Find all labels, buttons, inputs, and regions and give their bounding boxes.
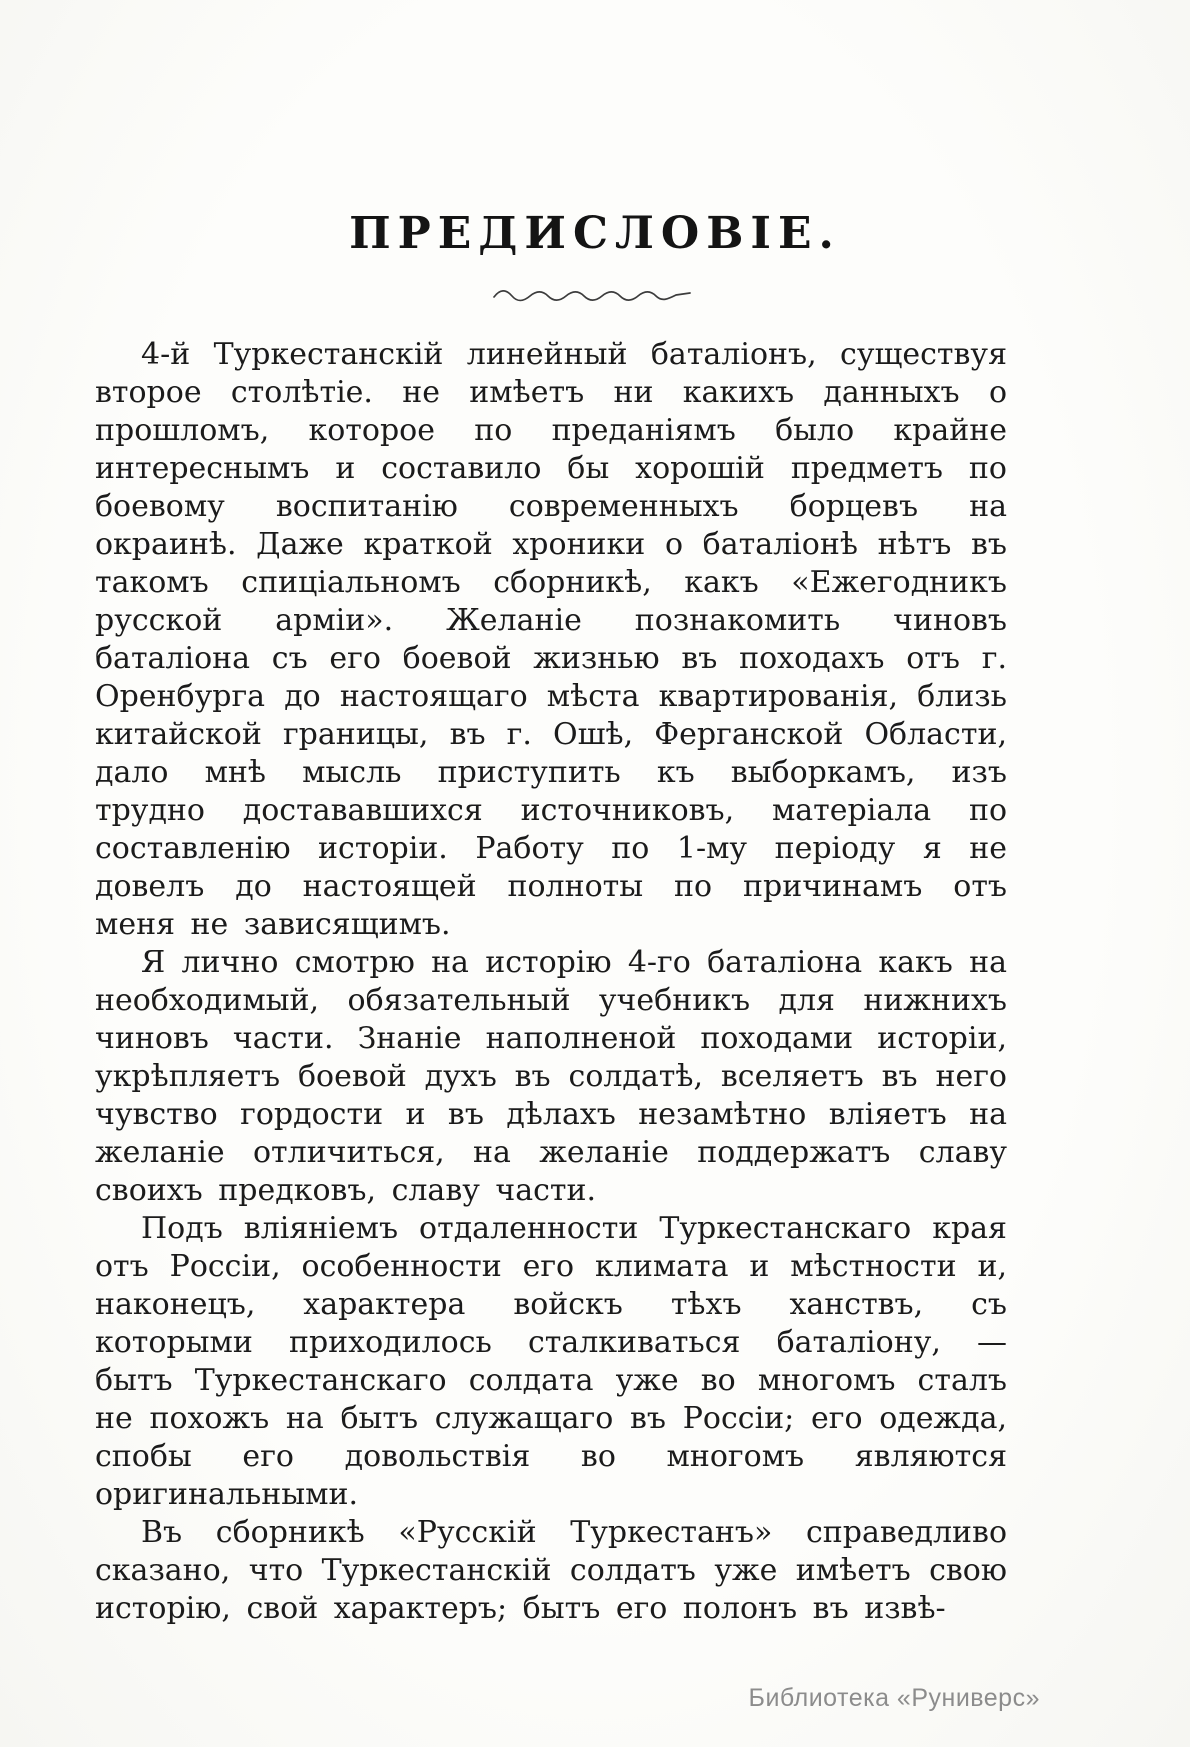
paragraph-1: 4-й Туркестанскій линейный баталіонъ, существуя второе столѣтіе. не имѣетъ ни какихъ данныхъ о прошломъ, которое по преданіямъ было крайне интереснымъ и составило бы хорошій предметъ по боевому воспитанію современныхъ борцевъ на окраинѣ. Даже краткой хроники о баталіонѣ нѣтъ въ такомъ спиціальномъ сборникѣ, какъ «Ежегодникъ русской арміи». Желаніе познакомить чиновъ баталіона съ его боевой жизнью въ походахъ отъ г. Оренбурга до настоящаго мѣста квартированія, близь китайской границы, въ г. Ошѣ, Ферганской Области, дало мнѣ мысль приступить къ выборкамъ, изъ трудно достававшихся источниковъ, матеріала по составленію исторіи. Работу по 1-му періоду я не довелъ до настоящей полноты по причинамъ отъ меня не зависящимъ.: [95, 337, 1007, 942]
paragraph-4: Въ сборникѣ «Русскій Туркестанъ» справедливо сказано, что Туркестанскій солдатъ уже имѣетъ свою исторію, свой характеръ; бытъ его полонъ въ извѣ-: [95, 1515, 1007, 1626]
library-watermark: Библиотека «Руниверс»: [748, 1684, 1040, 1712]
decorative-flourish-icon: [0, 286, 1190, 304]
preface-text: [95, 336, 1007, 1628]
paragraph-3: Подъ вліяніемъ отдаленности Туркестанскаго края отъ Россіи, особенности его климата и мѣстности и, наконецъ, характера войскъ тѣхъ ханствъ, съ которыми приходилось сталкиваться баталіону, — бытъ Туркестанскаго солдата уже во многомъ сталъ не похожъ на бытъ служащаго въ Россіи; его одежда, спобы его довольствія во многомъ являются оригинальными.: [95, 1211, 1007, 1512]
page-title: ПРЕДИСЛОВІЕ.: [349, 208, 841, 259]
paragraph-2: Я лично смотрю на исторію 4-го баталіона какъ на необходимый, обязательный учебникъ для нижнихъ чиновъ части. Знаніе наполненой походами исторіи, укрѣпляетъ боевой духъ въ солдатѣ, вселяетъ въ него чувство гордости и въ дѣлахъ незамѣтно вліяетъ на желаніе отличиться, на желаніе поддержатъ славу своихъ предковъ, славу части.: [95, 945, 1007, 1208]
